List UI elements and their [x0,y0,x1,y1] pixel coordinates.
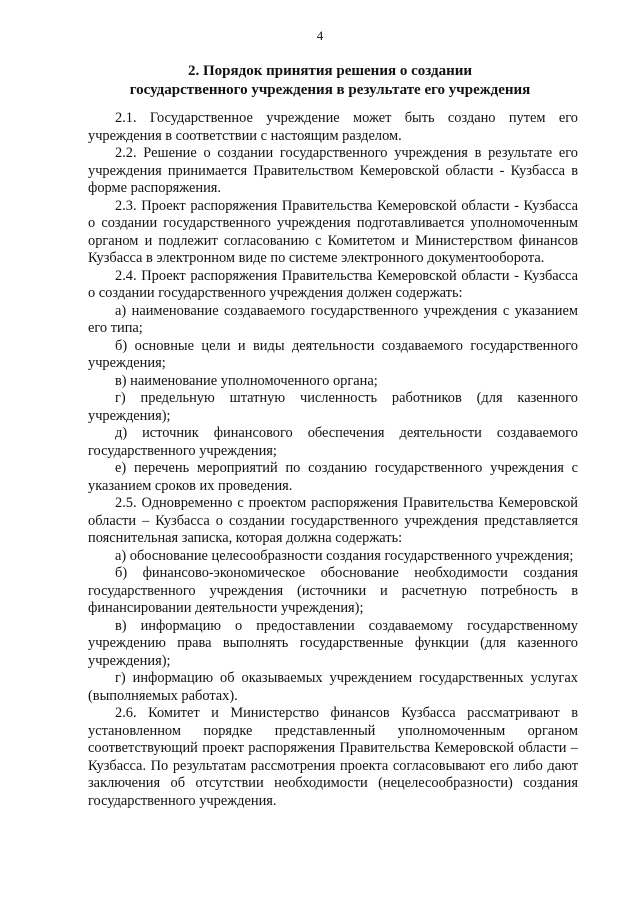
page-number: 4 [316,28,324,43]
list-item-2-4-v: в) наименование уполномоченного органа; [115,372,378,389]
document-body [88,110,578,810]
list-item-2-5-a: а) обоснование целесообразности создания государственного учреждения; [115,547,574,564]
list-item-2-4-b: б) основные цели и виды деятельности создаваемого государственного учреждения; [88,337,578,371]
section-heading [80,62,580,100]
list-item-2-4-d: д) источник финансового обеспечения деятельности создаваемого государственного учреждения; [88,425,578,459]
list-item-2-5-g: г) информацию об оказываемых учреждением государственных услугах (выполняемых работах). [88,670,578,704]
paragraph-2-1: 2.1. Государственное учреждение может быть создано путем его учреждения в соответствии с настоящим разделом. [88,110,578,144]
paragraph-2-4: 2.4. Проект распоряжения Правительства Кемеровской области - Кузбасса о создании государственного учреждения должен содержать: [88,267,578,301]
list-item-2-5-b: б) финансово-экономическое обоснование необходимости создания государственного учреждения (источники и расчетную потребность в финансировании деятельности учреждения); [88,565,578,616]
section-title-line-1: 2. Порядок принятия решения о создании [187,63,473,79]
list-item-2-4-e: е) перечень мероприятий по созданию государственного учреждения с указанием сроков их проведения. [88,460,578,494]
section-title-line-2: государственного учреждения в результате его учреждения [129,82,531,98]
paragraph-2-6: 2.6. Комитет и Министерство финансов Кузбасса рассматривают в установленном порядке представленный уполномоченным органом соответствующий проект распоряжения Правительства Кемеровской области – Кузбасса. По результатам рассмотрения проекта согласовывают его либо дают заключения об отсутствии необходимости (нецелесообразности) создания государственного учреждения. [88,705,578,809]
paragraph-2-5: 2.5. Одновременно с проектом распоряжения Правительства Кемеровской области – Кузбасса о создании государственного учреждения представляется пояснительная записка, которая должна содержать: [88,495,578,546]
list-item-2-4-g: г) предельную штатную численность работников (для казенного учреждения); [88,390,578,424]
paragraph-2-3: 2.3. Проект распоряжения Правительства Кемеровской области - Кузбасса о создании государственного учреждения подготавливается уполномоченным органом и подлежит согласованию с Комитетом и Министерством финансов Кузбасса в электронном виде по системе электронного документооборота. [88,197,578,266]
paragraph-2-2: 2.2. Решение о создании государственного учреждения в результате его учреждения принимается Правительством Кемеровской области - Кузбасса в форме распоряжения. [88,145,578,196]
list-item-2-5-v: в) информацию о предоставлении создаваемому государственному учреждению права выполнять государственные функции (для казенного учреждения); [88,617,578,669]
list-item-2-4-a: а) наименование создаваемого государственного учреждения с указанием его типа; [88,302,578,336]
